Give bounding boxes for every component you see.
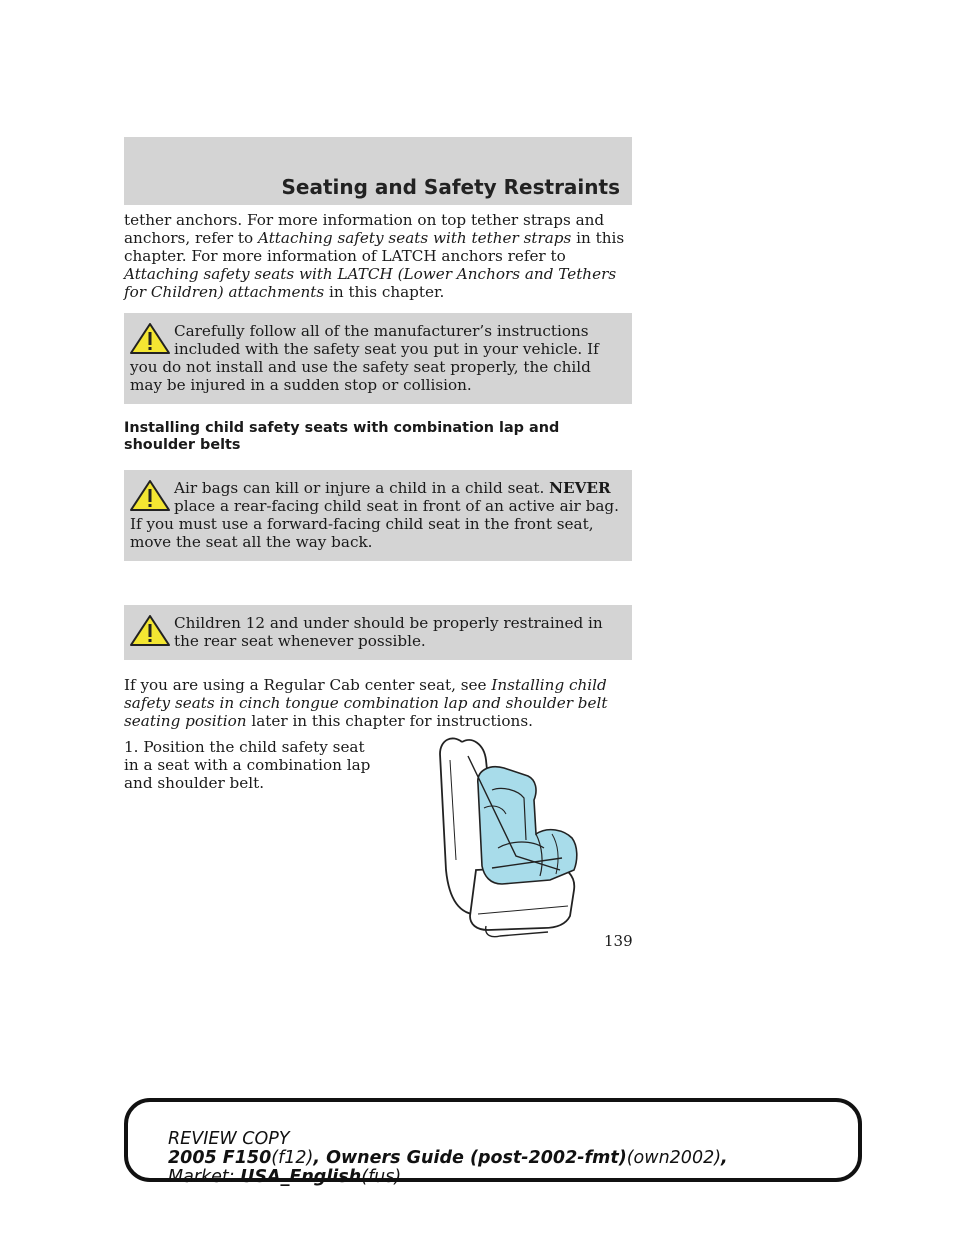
review-copy-label: REVIEW COPY (168, 1129, 290, 1149)
warning-triangle-icon (128, 322, 172, 356)
warning-box-airbag (124, 470, 632, 561)
document-info-line: 2005 F150(f12), Owners Guide (post-2002-fmt)(own2002), (168, 1148, 728, 1168)
review-copy-footer (124, 1098, 862, 1187)
step-1 (124, 738, 632, 958)
page-number: 139 (604, 932, 633, 950)
section-title: Seating and Safety Restraints (281, 175, 620, 199)
page-content (124, 211, 632, 958)
step-1-text: 1. Position the child safety seat in a seat with a combination lap and shoulder belt. (124, 738, 371, 792)
warning-box-children-12 (124, 605, 632, 660)
warning-text: Children 12 and under should be properly restrained in the rear seat whenever possible. (174, 614, 603, 650)
link-latch: Attaching safety seats with LATCH (Lower Anchors and Tethers for Children) attachments (124, 265, 617, 301)
never-emphasis: NEVER (549, 479, 611, 497)
section-subheading: Installing child safety seats with combination lap and shoulder belts (124, 420, 560, 453)
warning-triangle-icon (128, 614, 172, 648)
intro-paragraph: tether anchors. For more information on top tether straps and anchors, refer to Attaching safety seats with tether straps in this chapter. For more information of LATCH anchors refer to Attaching safety seats with LATCH (Lower Anchors and Tethers for Children) attachments in this chapter. (124, 211, 625, 301)
warning-text: Air bags can kill or injure a child in a child seat. NEVER place a rear-facing child seat in front of an active air bag. If you must use a forward-facing child seat in the front seat, move the seat all the way back. (130, 479, 619, 551)
regular-cab-paragraph: If you are using a Regular Cab center seat, see Installing child safety seats in cinch tongue combination lap and shoulder belt seating position later in this chapter for instructions. (124, 676, 608, 730)
warning-text: Carefully follow all of the manufacturer’s instructions included with the safety seat you put in your vehicle. If you do not install and use the safety seat properly, the child may be injured in a sudden stop or collision. (130, 322, 599, 394)
warning-box-manufacturer (124, 313, 632, 404)
spacer (124, 577, 632, 605)
header-band (124, 137, 632, 205)
market-line: Market: USA_English(fus) (168, 1167, 402, 1187)
child-seat-illustration (432, 730, 592, 942)
link-cinch-tongue: Installing child safety seats in cinch tongue combination lap and shoulder belt seating position (124, 676, 608, 730)
warning-triangle-icon (128, 479, 172, 513)
link-tether-straps: Attaching safety seats with tether straps (258, 229, 572, 247)
